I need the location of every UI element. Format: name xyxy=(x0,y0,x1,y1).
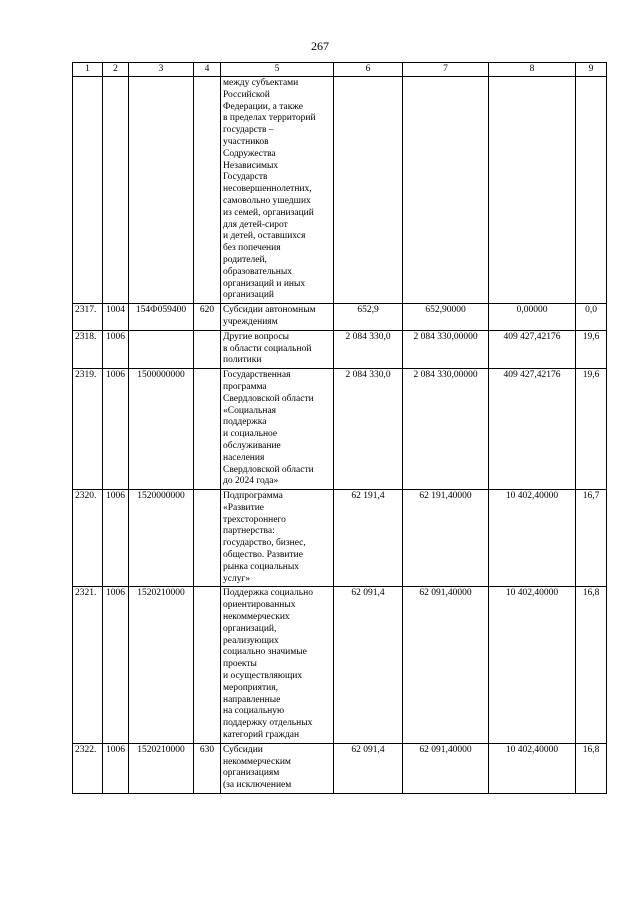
table-row xyxy=(73,369,607,490)
column-header: 2 xyxy=(103,63,129,77)
page-number: 267 xyxy=(311,39,329,53)
percent-value: 16,7 xyxy=(576,490,607,587)
table-row xyxy=(73,490,607,587)
executed-value xyxy=(489,77,576,304)
executed-value: 10 402,40000 xyxy=(489,490,576,587)
plan-value: 652,9 xyxy=(334,304,403,331)
row-number: 2319. xyxy=(73,369,103,490)
table-header-row xyxy=(73,63,607,77)
section-code xyxy=(103,77,129,304)
approved-value: 2 084 330,00000 xyxy=(403,330,489,368)
percent-value: 16,8 xyxy=(576,743,607,793)
expense-type-code: 620 xyxy=(194,304,221,331)
plan-value xyxy=(334,77,403,304)
section-code: 1006 xyxy=(103,369,129,490)
section-code: 1006 xyxy=(103,330,129,368)
percent-value: 19,6 xyxy=(576,369,607,490)
item-name: Другие вопросы в области социальной политики xyxy=(221,330,334,368)
target-code: 154Ф059400 xyxy=(129,304,194,331)
item-name: между субъектами Российской Федерации, а также в пределах территорий государств – участников Содружества Независимых Государств несовершеннолетних, самовольно ушедших из семей, организаций для детей-сирот и детей, оставшихся без попечения родителей, образовательных организаций и иных организаций xyxy=(221,77,334,304)
budget-table xyxy=(72,62,607,794)
column-header: 7 xyxy=(403,63,489,77)
column-header: 5 xyxy=(221,63,334,77)
target-code: 1520210000 xyxy=(129,743,194,793)
approved-value: 652,90000 xyxy=(403,304,489,331)
target-code: 1500000000 xyxy=(129,369,194,490)
plan-value: 62 091,4 xyxy=(334,743,403,793)
percent-value: 0,0 xyxy=(576,304,607,331)
target-code xyxy=(129,330,194,368)
item-name: Подпрограмма «Развитие трехстороннего партнерства: государство, бизнес, общество. Развитие рынка социальных услуг» xyxy=(221,490,334,587)
table-row xyxy=(73,77,607,304)
expense-type-code xyxy=(194,330,221,368)
table-row xyxy=(73,330,607,368)
section-code: 1004 xyxy=(103,304,129,331)
item-name: Поддержка социально ориентированных некоммерческих организаций, реализующих социально значимые проекты и осуществляющих мероприятия, направленные на социальную поддержку отдельных категорий граждан xyxy=(221,587,334,743)
approved-value: 62 191,40000 xyxy=(403,490,489,587)
row-number: 2322. xyxy=(73,743,103,793)
executed-value: 409 427,42176 xyxy=(489,369,576,490)
plan-value: 62 091,4 xyxy=(334,587,403,743)
expense-type-code xyxy=(194,369,221,490)
item-name: Государственная программа Свердловской области «Социальная поддержка и социальное обслуживание населения Свердловской области до 2024 года» xyxy=(221,369,334,490)
row-number: 2320. xyxy=(73,490,103,587)
section-code: 1006 xyxy=(103,587,129,743)
item-name: Субсидии автономным учреждениям xyxy=(221,304,334,331)
column-header: 4 xyxy=(194,63,221,77)
table-row xyxy=(73,743,607,793)
plan-value: 62 191,4 xyxy=(334,490,403,587)
executed-value: 0,00000 xyxy=(489,304,576,331)
column-header: 1 xyxy=(73,63,103,77)
target-code: 1520210000 xyxy=(129,587,194,743)
approved-value xyxy=(403,77,489,304)
approved-value: 62 091,40000 xyxy=(403,743,489,793)
expense-type-code xyxy=(194,490,221,587)
percent-value: 16,8 xyxy=(576,587,607,743)
row-number xyxy=(73,77,103,304)
percent-value: 19,6 xyxy=(576,330,607,368)
item-name: Субсидии некоммерческим организациям (за исключением xyxy=(221,743,334,793)
column-header: 8 xyxy=(489,63,576,77)
approved-value: 2 084 330,00000 xyxy=(403,369,489,490)
section-code: 1006 xyxy=(103,490,129,587)
row-number: 2318. xyxy=(73,330,103,368)
executed-value: 10 402,40000 xyxy=(489,743,576,793)
target-code: 1520000000 xyxy=(129,490,194,587)
plan-value: 2 084 330,0 xyxy=(334,369,403,490)
approved-value: 62 091,40000 xyxy=(403,587,489,743)
table-row xyxy=(73,304,607,331)
executed-value: 409 427,42176 xyxy=(489,330,576,368)
column-header: 6 xyxy=(334,63,403,77)
column-header: 9 xyxy=(576,63,607,77)
expense-type-code xyxy=(194,77,221,304)
expense-type-code xyxy=(194,587,221,743)
column-header: 3 xyxy=(129,63,194,77)
executed-value: 10 402,40000 xyxy=(489,587,576,743)
percent-value xyxy=(576,77,607,304)
plan-value: 2 084 330,0 xyxy=(334,330,403,368)
target-code xyxy=(129,77,194,304)
row-number: 2317. xyxy=(73,304,103,331)
section-code: 1006 xyxy=(103,743,129,793)
table-row xyxy=(73,587,607,743)
expense-type-code: 630 xyxy=(194,743,221,793)
row-number: 2321. xyxy=(73,587,103,743)
